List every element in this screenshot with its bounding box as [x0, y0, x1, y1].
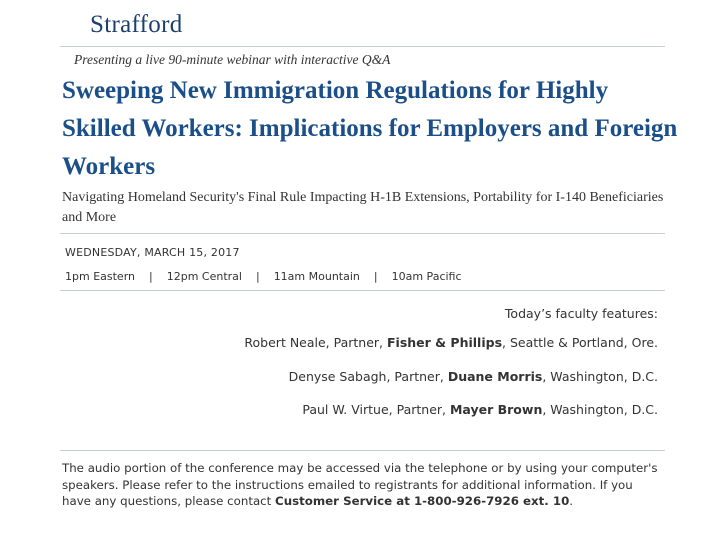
faculty-name-role: Denyse Sabagh, Partner, [288, 369, 448, 384]
faculty-member [289, 369, 658, 384]
webinar-title: Sweeping New Immigration Regulations for Highly Skilled Workers: Implications for Employers and Foreign Workers [62, 77, 678, 180]
audio-end: . [569, 494, 574, 508]
faculty-name-role: Paul W. Virtue, Partner, [302, 402, 450, 417]
time-eastern: 1pm Eastern [65, 270, 135, 283]
audio-text: The audio portion of the conference may be accessed via the telephone or by using your computer's speakers. Please refer to the instructions emailed to registrants for additional information. If you have any questions, please contact [62, 461, 658, 508]
faculty-firm: Mayer Brown [449, 402, 543, 417]
webinar-date: WEDNESDAY, MARCH 15, 2017 [65, 246, 240, 259]
time-separator: | [255, 270, 260, 283]
webinar-times [65, 270, 462, 283]
webinar-subtitle: Navigating Homeland Security's Final Rule Impacting H-1B Extensions, Portability for I-140 Beneficiaries and More [62, 190, 664, 225]
time-separator: | [149, 270, 153, 283]
customer-service-contact: Customer Service at 1-800-926-7926 ext. 10 [275, 494, 570, 508]
faculty-member [244, 335, 658, 350]
faculty-heading: Today’s faculty features: [504, 306, 658, 321]
faculty-location: , Seattle & Portland, Ore. [502, 335, 658, 350]
time-mountain: 11am Mountain [273, 270, 360, 283]
divider [60, 290, 665, 291]
faculty-name-role: Robert Neale, Partner, [244, 335, 388, 350]
header-divider [60, 46, 665, 47]
time-central: 12pm Central [166, 270, 242, 283]
faculty-location: , Washington, D.C. [542, 402, 658, 417]
strafford-logo: Strafford [90, 11, 183, 38]
faculty-firm: Fisher & Phillips [387, 335, 503, 350]
time-pacific: 10am Pacific [391, 270, 462, 283]
divider [60, 450, 665, 451]
faculty-location: , Washington, D.C. [542, 369, 658, 384]
audio-instructions [62, 460, 662, 510]
tagline: Presenting a live 90-minute webinar with interactive Q&A [74, 52, 391, 67]
divider [60, 233, 665, 234]
faculty-member [302, 402, 658, 417]
time-separator: | [373, 270, 378, 283]
faculty-firm: Duane Morris [447, 369, 543, 384]
